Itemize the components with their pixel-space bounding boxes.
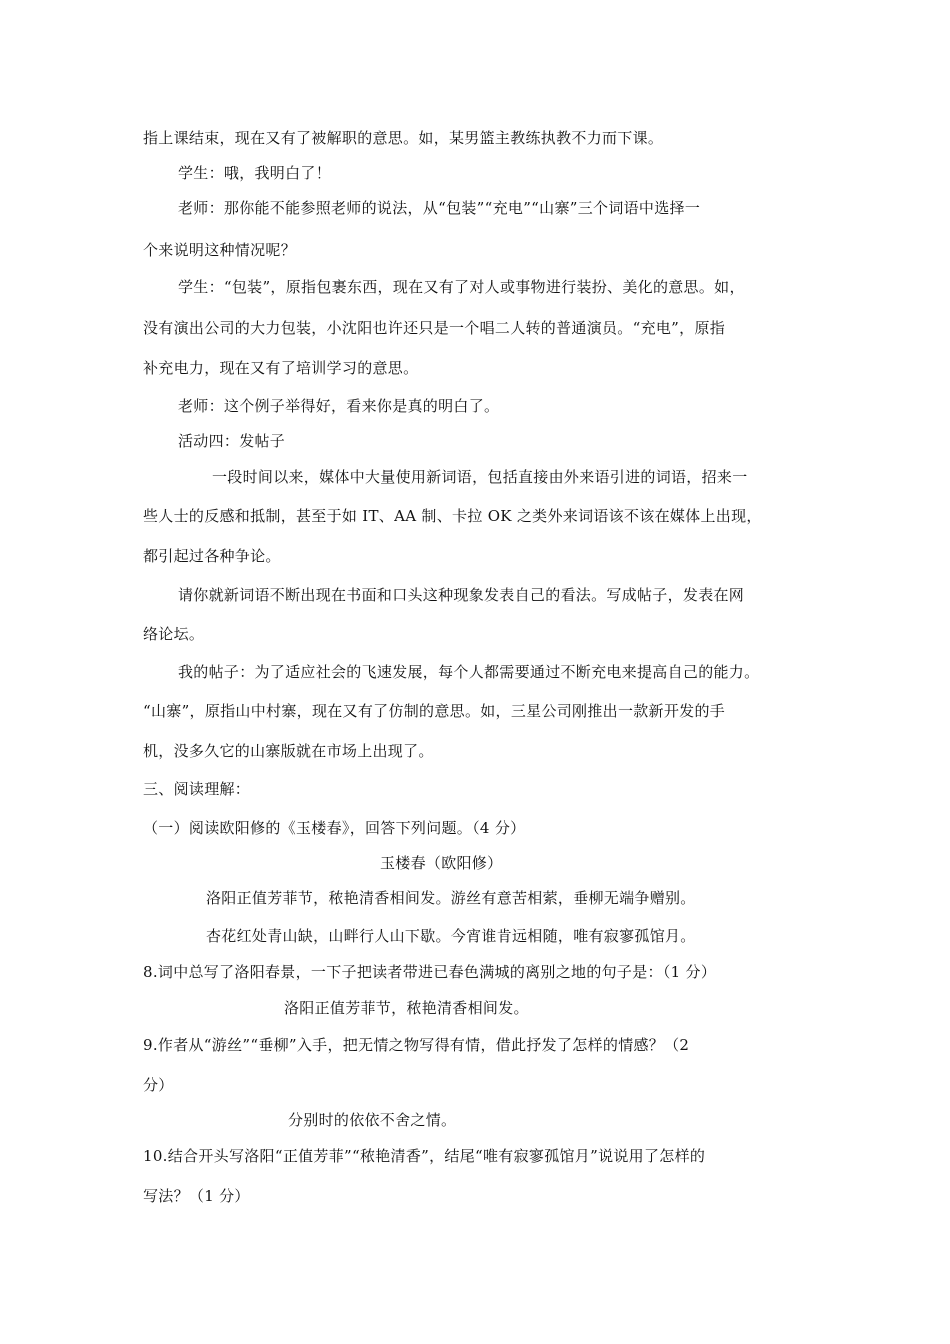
question-intro: （一）阅读欧阳修的《玉楼春》，回答下列问题。（4 分）	[143, 819, 526, 837]
text-line: 些人士的反感和抵制，甚至于如 IT、AA 制、卡拉 OK 之类外来词语该不该在媒体上出现，	[143, 507, 762, 525]
text-line: 我的帖子：为了适应社会的飞速发展，每个人都需要通过不断充电来提高自己的能力。	[178, 663, 760, 681]
question-8: 8.词中总写了洛阳春景，一下子把读者带进已春色满城的离别之地的句子是：（1 分）	[143, 963, 717, 981]
text-line: 学生：哦，我明白了！	[178, 164, 332, 182]
text-line: 个来说明这种情况呢？	[143, 241, 297, 259]
text-line: 请你就新词语不断出现在书面和口头这种现象发表自己的看法。写成帖子，发表在网	[178, 586, 745, 604]
text-line: “山寨”，原指山中村寨，现在又有了仿制的意思。如，三星公司刚推出一款新开发的手	[143, 702, 726, 720]
text-line: 一段时间以来，媒体中大量使用新词语，包括直接由外来语引进的词语，招来一	[212, 468, 748, 486]
text-line: 没有演出公司的大力包装，小沈阳也许还只是一个唱二人转的普通演员。“充电”，原指	[143, 319, 726, 337]
text-line: 老师：那你能不能参照老师的说法，从“包装”“充电”“山寨”三个词语中选择一	[178, 199, 701, 217]
text-line: 学生：“包装”，原指包裹东西，现在又有了对人或事物进行装扮、美化的意思。如，	[178, 278, 745, 296]
text-line: 都引起过各种争论。	[143, 547, 281, 565]
poem-line: 杏花红处青山缺，山畔行人山下歇。今宵谁肯远相随，唯有寂寥孤馆月。	[206, 927, 696, 945]
answer-9: 分别时的依依不舍之情。	[288, 1111, 457, 1129]
text-line: 机，没多久它的山寨版就在市场上出现了。	[143, 742, 434, 760]
question-10-cont: 写法？（1 分）	[143, 1187, 250, 1205]
text-line: 指上课结束，现在又有了被解职的意思。如，某男篮主教练执教不力而下课。	[143, 129, 664, 147]
question-9-cont: 分）	[143, 1076, 174, 1094]
text-line: 络论坛。	[143, 625, 205, 643]
poem-title: 玉楼春（欧阳修）	[380, 854, 503, 872]
text-line: 老师：这个例子举得好，看来你是真的明白了。	[178, 397, 500, 415]
question-9: 9.作者从“游丝”“垂柳”入手，把无情之物写得有情，借此抒发了怎样的情感？（2	[143, 1036, 690, 1054]
activity-heading: 活动四：发帖子	[178, 432, 286, 450]
poem-line: 洛阳正值芳菲节，秾艳清香相间发。游丝有意苦相萦，垂柳无端争赠别。	[206, 889, 696, 907]
answer-8: 洛阳正值芳菲节，秾艳清香相间发。	[284, 999, 529, 1017]
text-line: 补充电力，现在又有了培训学习的意思。	[143, 359, 419, 377]
section-heading: 三、阅读理解：	[143, 780, 251, 798]
question-10: 10.结合开头写洛阳“正值芳菲”“秾艳清香”，结尾“唯有寂寥孤馆月”说说用了怎样的	[143, 1147, 706, 1165]
